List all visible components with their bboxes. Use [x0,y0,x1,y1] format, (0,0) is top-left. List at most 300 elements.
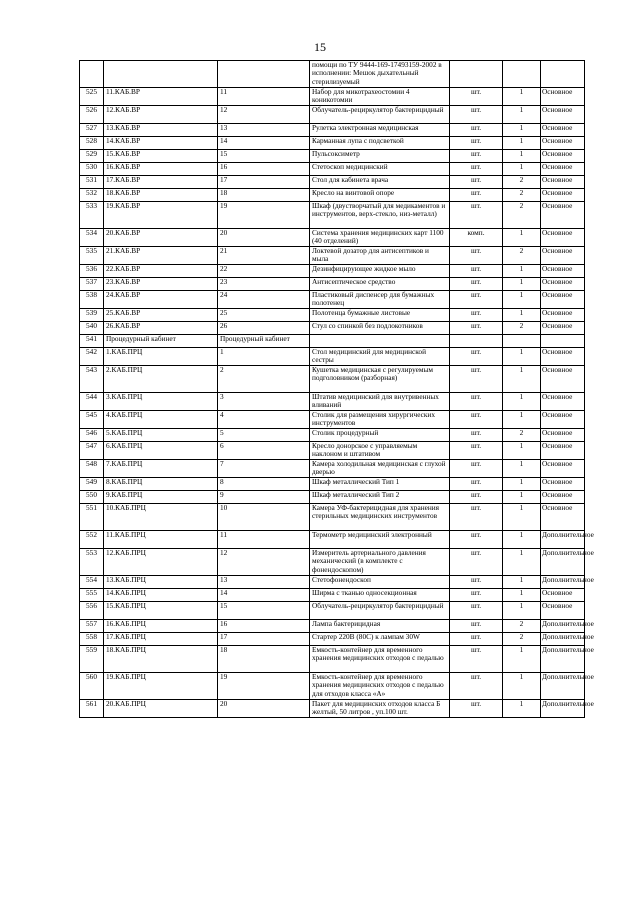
cell-quantity: 2 [503,189,541,202]
cell-equipment-type: Основное [541,429,585,442]
cell-item-index: 20 [218,229,310,247]
cell-quantity: 2 [503,247,541,265]
cell-equipment-code: 18.КАБ.ВР [104,189,218,202]
cell-quantity: 1 [503,646,541,673]
cell-unit: шт. [450,504,503,531]
cell-equipment-type: Основное [541,589,585,602]
cell-equipment-type: Основное [541,106,585,124]
cell-unit: шт. [450,460,503,478]
cell-equipment-type: Основное [541,491,585,504]
cell-quantity: 1 [503,137,541,150]
cell-item-name: Пакет для медицинских отходов класса Б желтый, 50 литров , уп.100 шт. [310,700,450,718]
cell-row-number: 527 [80,124,104,137]
cell-equipment-type: Основное [541,202,585,229]
cell-quantity: 1 [503,478,541,491]
cell-row-number: 552 [80,531,104,549]
cell-equipment-type: Основное [541,163,585,176]
cell-equipment-code: 15.КАБ.ВР [104,150,218,163]
cell-quantity: 2 [503,322,541,335]
table-row [80,478,585,491]
cell-equipment-code: 19.КАБ.ПРЦ [104,673,218,700]
cell-unit: шт. [450,265,503,278]
cell-unit: шт. [450,602,503,620]
cell-quantity: 1 [503,229,541,247]
cell-item-index: 6 [218,442,310,460]
cell-item-name: Шкаф (двустворчатый для медикаментов и инструментов, верх-стекло, низ-металл) [310,202,450,229]
table-row [80,429,585,442]
cell-item-name: Набор для микотрахеостомии 4 коникотомии [310,88,450,106]
cell-equipment-type: Основное [541,442,585,460]
cell-item-index: 11 [218,531,310,549]
cell-row-number: 540 [80,322,104,335]
cell-equipment-type: Основное [541,88,585,106]
cell-unit: комп. [450,229,503,247]
table-row [80,106,585,124]
cell-item-index [218,61,310,88]
cell-row-number: 529 [80,150,104,163]
cell-quantity: 1 [503,265,541,278]
cell-quantity: 1 [503,278,541,291]
cell-unit: шт. [450,393,503,411]
cell-quantity: 1 [503,531,541,549]
cell-item-name: Пульсоксиметр [310,150,450,163]
cell-item-name: Столик процедурный [310,429,450,442]
cell-item-name: Штатив медицинский для внутривенных вливаний [310,393,450,411]
table-row [80,202,585,229]
cell-unit: шт. [450,348,503,366]
cell-equipment-code: 3.КАБ.ПРЦ [104,393,218,411]
table-row [80,348,585,366]
cell-quantity: 1 [503,549,541,576]
cell-equipment-code: Процедурный кабинет [104,335,218,348]
cell-row-number: 549 [80,478,104,491]
cell-quantity: 1 [503,442,541,460]
cell-row-number: 532 [80,189,104,202]
cell-equipment-type: Основное [541,150,585,163]
cell-item-name: Антисептическое средство [310,278,450,291]
cell-equipment-type: Основное [541,176,585,189]
cell-equipment-type: Основное [541,291,585,309]
cell-unit [450,335,503,348]
cell-item-index: 10 [218,504,310,531]
cell-quantity: 1 [503,504,541,531]
cell-unit: шт. [450,247,503,265]
cell-quantity: 1 [503,88,541,106]
cell-equipment-type: Основное [541,137,585,150]
cell-item-name: Облучатель-рециркулятор бактерицидный [310,106,450,124]
table-row [80,278,585,291]
cell-quantity: 1 [503,291,541,309]
cell-quantity: 2 [503,176,541,189]
table-row [80,265,585,278]
cell-row-number: 550 [80,491,104,504]
cell-item-index: 5 [218,429,310,442]
cell-equipment-code: 9.КАБ.ПРЦ [104,491,218,504]
cell-unit: шт. [450,322,503,335]
cell-item-name: Стетофонендоскоп [310,576,450,589]
cell-item-name: Локтевой дозатор для антисептиков и мыла [310,247,450,265]
table-row [80,124,585,137]
cell-item-index: 1 [218,348,310,366]
cell-item-name: Емкость-контейнер для временного хранения медицинских отходов с педалью для отходов класса «А» [310,673,450,700]
cell-row-number: 525 [80,88,104,106]
cell-equipment-type: Основное [541,460,585,478]
cell-item-name: Стул со спинкой без подлокотников [310,322,450,335]
cell-row-number: 556 [80,602,104,620]
cell-item-index: 9 [218,491,310,504]
cell-equipment-code: 15.КАБ.ПРЦ [104,602,218,620]
cell-unit: шт. [450,549,503,576]
cell-item-name: Камера холодильная медицинская с глухой дверью [310,460,450,478]
table-row [80,335,585,348]
cell-row-number: 539 [80,309,104,322]
cell-quantity: 1 [503,348,541,366]
cell-item-index: 2 [218,366,310,393]
cell-unit: шт. [450,646,503,673]
cell-equipment-type: Основное [541,478,585,491]
cell-equipment-code: 4.КАБ.ПРЦ [104,411,218,429]
cell-unit: шт. [450,124,503,137]
cell-item-name: Облучатель-рециркулятор бактерицидный [310,602,450,620]
cell-unit: шт. [450,88,503,106]
cell-item-index: Процедурный кабинет [218,335,310,348]
cell-item-name: Стетоскоп медицинский [310,163,450,176]
cell-row-number: 559 [80,646,104,673]
cell-unit: шт. [450,309,503,322]
cell-quantity: 2 [503,202,541,229]
cell-unit: шт. [450,278,503,291]
cell-equipment-code: 13.КАБ.ПРЦ [104,576,218,589]
cell-item-index: 14 [218,589,310,602]
cell-item-name: Лампа бактерицидная [310,620,450,633]
cell-equipment-type: Дополнительное [541,620,585,633]
table-row [80,700,585,718]
cell-equipment-code: 16.КАБ.ВР [104,163,218,176]
table-row [80,531,585,549]
table-row [80,673,585,700]
table-row [80,150,585,163]
cell-equipment-code: 21.КАБ.ВР [104,247,218,265]
cell-row-number: 537 [80,278,104,291]
cell-equipment-type: Дополнительное [541,700,585,718]
equipment-table-body [80,60,594,718]
table-row [80,602,585,620]
cell-quantity: 1 [503,602,541,620]
cell-row-number: 538 [80,291,104,309]
cell-equipment-type: Основное [541,348,585,366]
cell-quantity: 1 [503,460,541,478]
cell-equipment-type: Дополнительное [541,549,585,576]
equipment-table [79,60,594,718]
cell-row-number: 534 [80,229,104,247]
cell-equipment-type: Основное [541,189,585,202]
cell-row-number: 560 [80,673,104,700]
cell-equipment-code: 24.КАБ.ВР [104,291,218,309]
cell-equipment-type [541,335,585,348]
table-row [80,589,585,602]
cell-equipment-type: Основное [541,124,585,137]
table-row [80,442,585,460]
cell-unit: шт. [450,576,503,589]
cell-item-name: Стол для кабинета врача [310,176,450,189]
cell-equipment-type: Основное [541,602,585,620]
cell-item-name: Шкаф металлический Тип 2 [310,491,450,504]
cell-equipment-type: Основное [541,411,585,429]
cell-row-number: 543 [80,366,104,393]
cell-item-index: 15 [218,602,310,620]
cell-item-index: 11 [218,88,310,106]
cell-item-name: Кресло на винтовой опоре [310,189,450,202]
cell-item-index: 26 [218,322,310,335]
cell-quantity [503,61,541,88]
cell-item-index: 8 [218,478,310,491]
cell-equipment-code: 5.КАБ.ПРЦ [104,429,218,442]
cell-equipment-type: Основное [541,229,585,247]
cell-equipment-type: Основное [541,322,585,335]
cell-row-number: 545 [80,411,104,429]
cell-row-number: 553 [80,549,104,576]
cell-item-name: Камера УФ-бактерицидная для хранения стерильных медицинских инструментов [310,504,450,531]
cell-item-index: 13 [218,124,310,137]
cell-unit: шт. [450,176,503,189]
cell-unit: шт. [450,478,503,491]
cell-item-name: Пластиковый диспенсер для бумажных полотенец [310,291,450,309]
table-row [80,576,585,589]
cell-item-name: Измеритель артериального давления механический (в комплекте с фонендоскопом) [310,549,450,576]
cell-item-name: Дезинфицирующее жидкое мыло [310,265,450,278]
cell-row-number: 558 [80,633,104,646]
cell-unit: шт. [450,163,503,176]
cell-row-number: 541 [80,335,104,348]
cell-row-number: 554 [80,576,104,589]
cell-equipment-type: Дополнительное [541,531,585,549]
cell-equipment-code: 11.КАБ.ВР [104,88,218,106]
cell-equipment-type: Основное [541,265,585,278]
cell-equipment-type: Дополнительное [541,576,585,589]
table-row [80,504,585,531]
cell-unit: шт. [450,491,503,504]
cell-equipment-type: Основное [541,393,585,411]
cell-equipment-type: Дополнительное [541,673,585,700]
cell-row-number: 530 [80,163,104,176]
cell-row-number: 526 [80,106,104,124]
cell-equipment-type: Основное [541,504,585,531]
cell-equipment-code: 20.КАБ.ВР [104,229,218,247]
cell-item-name: Рулетка электронная медицинская [310,124,450,137]
cell-item-index: 15 [218,150,310,163]
cell-equipment-type: Дополнительное [541,646,585,673]
cell-item-index: 13 [218,576,310,589]
cell-quantity: 1 [503,366,541,393]
cell-item-name: Емкость-контейнер для временного хранения медицинских отходов с педалью [310,646,450,673]
cell-row-number: 557 [80,620,104,633]
cell-equipment-code: 14.КАБ.ПРЦ [104,589,218,602]
cell-row-number: 555 [80,589,104,602]
cell-equipment-code: 11.КАБ.ПРЦ [104,531,218,549]
cell-equipment-type: Основное [541,247,585,265]
cell-unit: шт. [450,137,503,150]
cell-unit: шт. [450,589,503,602]
cell-equipment-code: 17.КАБ.ВР [104,176,218,189]
cell-equipment-code: 22.КАБ.ВР [104,265,218,278]
cell-equipment-code: 14.КАБ.ВР [104,137,218,150]
cell-quantity [503,335,541,348]
table-row [80,491,585,504]
cell-equipment-code: 12.КАБ.ПРЦ [104,549,218,576]
table-row [80,291,585,309]
table-row [80,88,585,106]
cell-item-index: 17 [218,633,310,646]
cell-item-index: 12 [218,106,310,124]
cell-unit: шт. [450,429,503,442]
cell-item-index: 4 [218,411,310,429]
cell-equipment-type [541,61,585,88]
cell-row-number: 548 [80,460,104,478]
cell-row-number: 546 [80,429,104,442]
cell-equipment-code: 2.КАБ.ПРЦ [104,366,218,393]
cell-quantity: 1 [503,163,541,176]
cell-item-name: Карманная лупа с подсветкой [310,137,450,150]
table-row [80,411,585,429]
cell-quantity: 1 [503,576,541,589]
cell-row-number: 536 [80,265,104,278]
cell-quantity: 2 [503,429,541,442]
cell-item-index: 12 [218,549,310,576]
cell-equipment-code: 17.КАБ.ПРЦ [104,633,218,646]
cell-item-index: 21 [218,247,310,265]
cell-item-name: Кресло донорское с управляемым наклоном и штативом [310,442,450,460]
cell-item-index: 19 [218,673,310,700]
cell-unit: шт. [450,531,503,549]
table-row [80,309,585,322]
page-number: 15 [314,40,326,54]
cell-row-number: 542 [80,348,104,366]
cell-row-number: 528 [80,137,104,150]
cell-item-index: 23 [218,278,310,291]
cell-equipment-code: 6.КАБ.ПРЦ [104,442,218,460]
cell-equipment-type: Дополнительное [541,633,585,646]
cell-equipment-code: 8.КАБ.ПРЦ [104,478,218,491]
cell-equipment-type: Основное [541,366,585,393]
cell-item-index: 18 [218,189,310,202]
cell-row-number: 544 [80,393,104,411]
cell-equipment-type: Основное [541,309,585,322]
cell-unit: шт. [450,633,503,646]
cell-item-index: 7 [218,460,310,478]
cell-equipment-code: 13.КАБ.ВР [104,124,218,137]
table-row [80,322,585,335]
cell-equipment-code: 26.КАБ.ВР [104,322,218,335]
cell-unit: шт. [450,620,503,633]
cell-unit: шт. [450,366,503,393]
cell-item-index: 22 [218,265,310,278]
cell-row-number: 547 [80,442,104,460]
cell-unit: шт. [450,150,503,163]
cell-unit [450,61,503,88]
table-row [80,163,585,176]
cell-quantity: 2 [503,620,541,633]
cell-unit: шт. [450,411,503,429]
cell-quantity: 1 [503,150,541,163]
cell-item-name: помощи по ТУ 9444-169-17493159-2002 в исполнении: Мешок дыхательный стерилизуемый [310,61,450,88]
cell-quantity: 1 [503,124,541,137]
cell-unit: шт. [450,442,503,460]
cell-quantity: 1 [503,106,541,124]
table-row [80,549,585,576]
cell-row-number: 551 [80,504,104,531]
cell-quantity: 2 [503,633,541,646]
cell-item-name: Шкаф металлический Тип 1 [310,478,450,491]
table-row [80,137,585,150]
cell-row-number: 561 [80,700,104,718]
cell-quantity: 1 [503,309,541,322]
cell-item-index: 3 [218,393,310,411]
table-row [80,176,585,189]
cell-item-name: Стартер 220В (80С) к лампам 30W [310,633,450,646]
cell-item-name: Термометр медицинский электронный [310,531,450,549]
cell-equipment-code: 18.КАБ.ПРЦ [104,646,218,673]
cell-item-index: 18 [218,646,310,673]
cell-row-number: 533 [80,202,104,229]
cell-item-name: Стол медицинский для медицинской сестры [310,348,450,366]
cell-item-name: Кушетка медицинская с регулируемым подголовником (разборная) [310,366,450,393]
cell-equipment-code: 25.КАБ.ВР [104,309,218,322]
table-row [80,646,585,673]
cell-equipment-code: 23.КАБ.ВР [104,278,218,291]
cell-equipment-code: 19.КАБ.ВР [104,202,218,229]
table-row [80,366,585,393]
cell-equipment-code: 12.КАБ.ВР [104,106,218,124]
cell-item-index: 24 [218,291,310,309]
cell-item-index: 16 [218,163,310,176]
cell-item-index: 14 [218,137,310,150]
cell-quantity: 1 [503,700,541,718]
table-row [80,393,585,411]
table-row [80,633,585,646]
cell-item-name: Полотенца бумажные листовые [310,309,450,322]
cell-quantity: 1 [503,411,541,429]
cell-row-number [80,61,104,88]
cell-item-name [310,335,450,348]
cell-equipment-code: 20.КАБ.ПРЦ [104,700,218,718]
cell-unit: шт. [450,291,503,309]
cell-unit: шт. [450,700,503,718]
cell-item-name: Столик для размещения хирургических инструментов [310,411,450,429]
cell-equipment-code: 16.КАБ.ПРЦ [104,620,218,633]
table-row [80,189,585,202]
table-row [80,247,585,265]
table-row [80,620,585,633]
cell-item-index: 17 [218,176,310,189]
cell-item-index: 16 [218,620,310,633]
cell-row-number: 531 [80,176,104,189]
cell-equipment-type: Основное [541,278,585,291]
cell-row-number: 535 [80,247,104,265]
cell-unit: шт. [450,106,503,124]
cell-equipment-code: 10.КАБ.ПРЦ [104,504,218,531]
cell-equipment-code: 1.КАБ.ПРЦ [104,348,218,366]
cell-equipment-code [104,61,218,88]
cell-quantity: 1 [503,491,541,504]
cell-unit: шт. [450,189,503,202]
cell-item-index: 19 [218,202,310,229]
cell-quantity: 1 [503,673,541,700]
table-row [80,229,585,247]
cell-item-name: Система хранения медицинских карт 1100 (40 отделений) [310,229,450,247]
table-row [80,460,585,478]
cell-equipment-code: 7.КАБ.ПРЦ [104,460,218,478]
cell-quantity: 1 [503,589,541,602]
